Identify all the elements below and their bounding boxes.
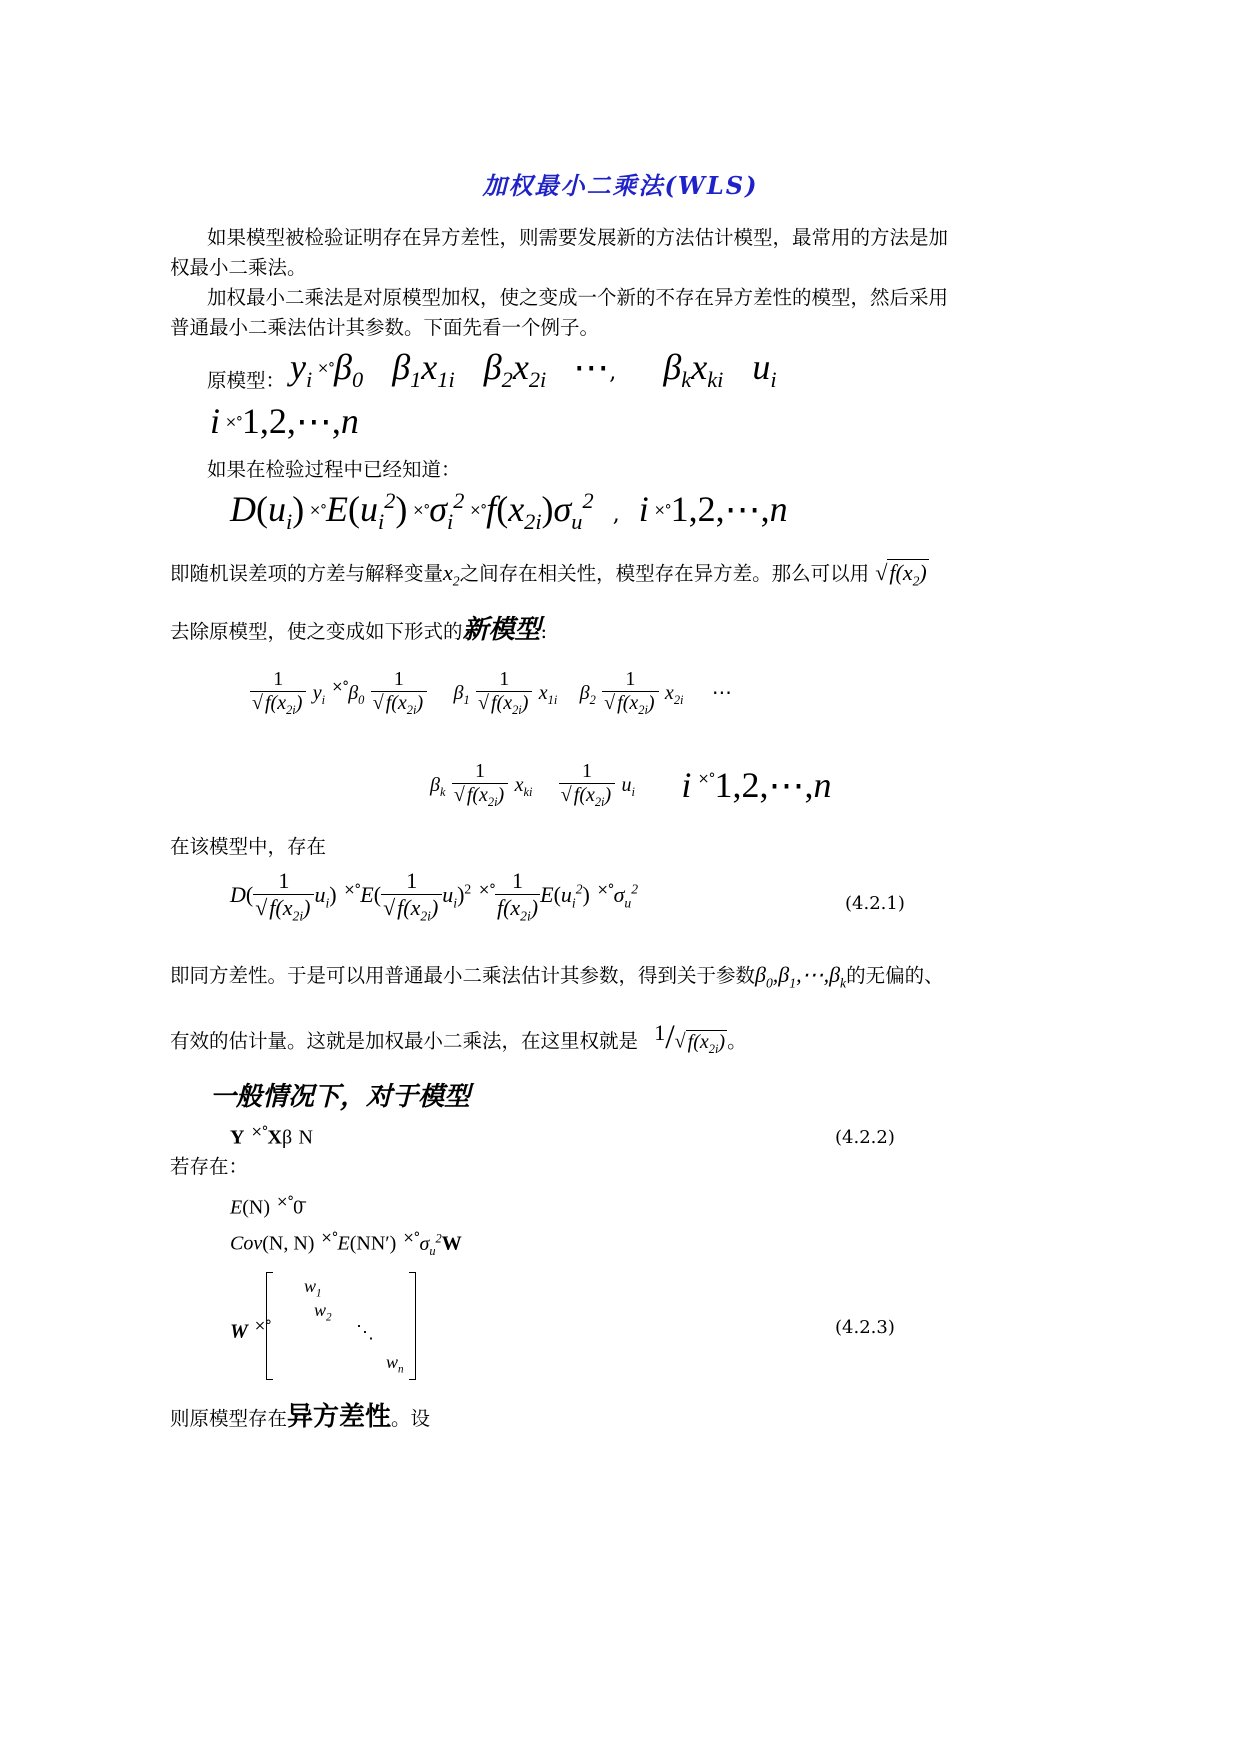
general-case-heading: 一般情况下，对于模型 [210,1082,471,1112]
variance-equation: $D(u_i) \times^\circ E(u_i^2) \times^\circ\sigma_i^2 \times^\circ f(x_{2i})\sigma_u^2$ , i ×°1,2,⋯,n [230,488,788,535]
weight-matrix-label: W ×° [230,1318,271,1343]
transformed-model-line-1: $\frac{1}{√ f(x_{2i})}$ $y_i$ $^{\times^\circ}\beta_0$ $\frac{1}{√ f(x_{2i})}$ $\beta_1$ $\frac{1}{√ f(x_{2i})}$ $x_{1i}$ $\beta_2$ $\frac{1}{√ f(x_{2i})}$ $x_{2i}$ ⋯ [252,668,732,717]
if-exists-label: 若存在： [170,1155,249,1178]
equation-number-4-2-1: (4.2.1) [845,893,905,914]
expectation-equation: E(N) ×°0̄ [230,1194,304,1219]
new-model-emphasis: 新模型 [462,615,541,645]
paragraph-1-line-2: 权最小二乘法。 [170,256,307,279]
paragraph-1-line-1: 如果模型被检验证明存在异方差性，则需要发展新的方法估计模型，最常用的方法是加 [207,226,949,249]
original-model-equation: $y_i \times^\circ\beta_0$ $\beta_1x_{1i}$ $\beta_2x_{2i}$ ⋯, $\beta_kx_{ki}$ $u_i$ [290,347,777,393]
page-title: 加权最小二乘法(WLS) [482,171,759,200]
paragraph-2-line-1: 加权最小二乘法是对原模型加权，使之变成一个新的不存在异方差性的模型，然后采用 [207,286,949,309]
original-model-label: 原模型： [207,369,286,392]
paragraph-3-line-2: 去除原模型，使之变成如下形式的新模型: [170,615,548,645]
transformed-model-line-2: $\beta_k$ $\frac{1}{√ f(x_{2i})}$ $x_{ki}$ $\frac{1}{√ f(x_{2i})}$ $u_i$ i ×°1,2,⋯,n [430,760,832,809]
index-range-1: i ×°1,2,⋯,n [210,401,359,441]
covariance-equation: Cov(N, N) ×°E(NN′) $^{\times^\circ}\sigma_u^2W$ [230,1230,462,1258]
last-line: 则原模型存在异方差性。设 [170,1402,431,1432]
paragraph-2-line-2: 普通最小二乘法估计其参数。下面先看一个例子。 [170,316,600,339]
heteroscedasticity-emphasis: 异方差性 [287,1402,392,1432]
known-label: 如果在检验过程中已经知道： [207,458,461,481]
equation-number-4-2-3: (4.2.3) [835,1317,895,1338]
equation-4-2-1: D( $\frac{1}{√f(x_{2i})}$ $u_i$) ×°E( $\frac{1}{√f(x_{2i})}$ $u_i)^2$ ×° $\frac{1}{f(x_{2i})}$ $E(u_i^2)$ $^{\times^\circ}\sigma_u^2$ [230,868,639,924]
weight-matrix: $w_1$ $w_2$ ⋱ $w_n$ [266,1272,416,1380]
equation-number-4-2-2: (4.2.2) [835,1127,895,1148]
paragraph-4: 在该模型中，存在 [170,835,327,858]
equation-4-2-2: Y ×°Xβ N [230,1124,313,1149]
paragraph-5-line-1: 即同方差性。于是可以用普通最小二乘法估计其参数，得到关于参数$\beta_0,\beta_1,\cdots,\beta_k$的无偏的、 [170,962,944,991]
paragraph-5-line-2: 有效的估计量。这就是加权最小二乘法，在这里权就是 1/√ $f(x_{2i})$ 。 [170,1018,747,1056]
paragraph-3-line-1: 即随机误差项的方差与解释变量$x_2$之间存在相关性，模型存在异方差。那么可以用 $√f(x_2)$ [170,560,927,589]
